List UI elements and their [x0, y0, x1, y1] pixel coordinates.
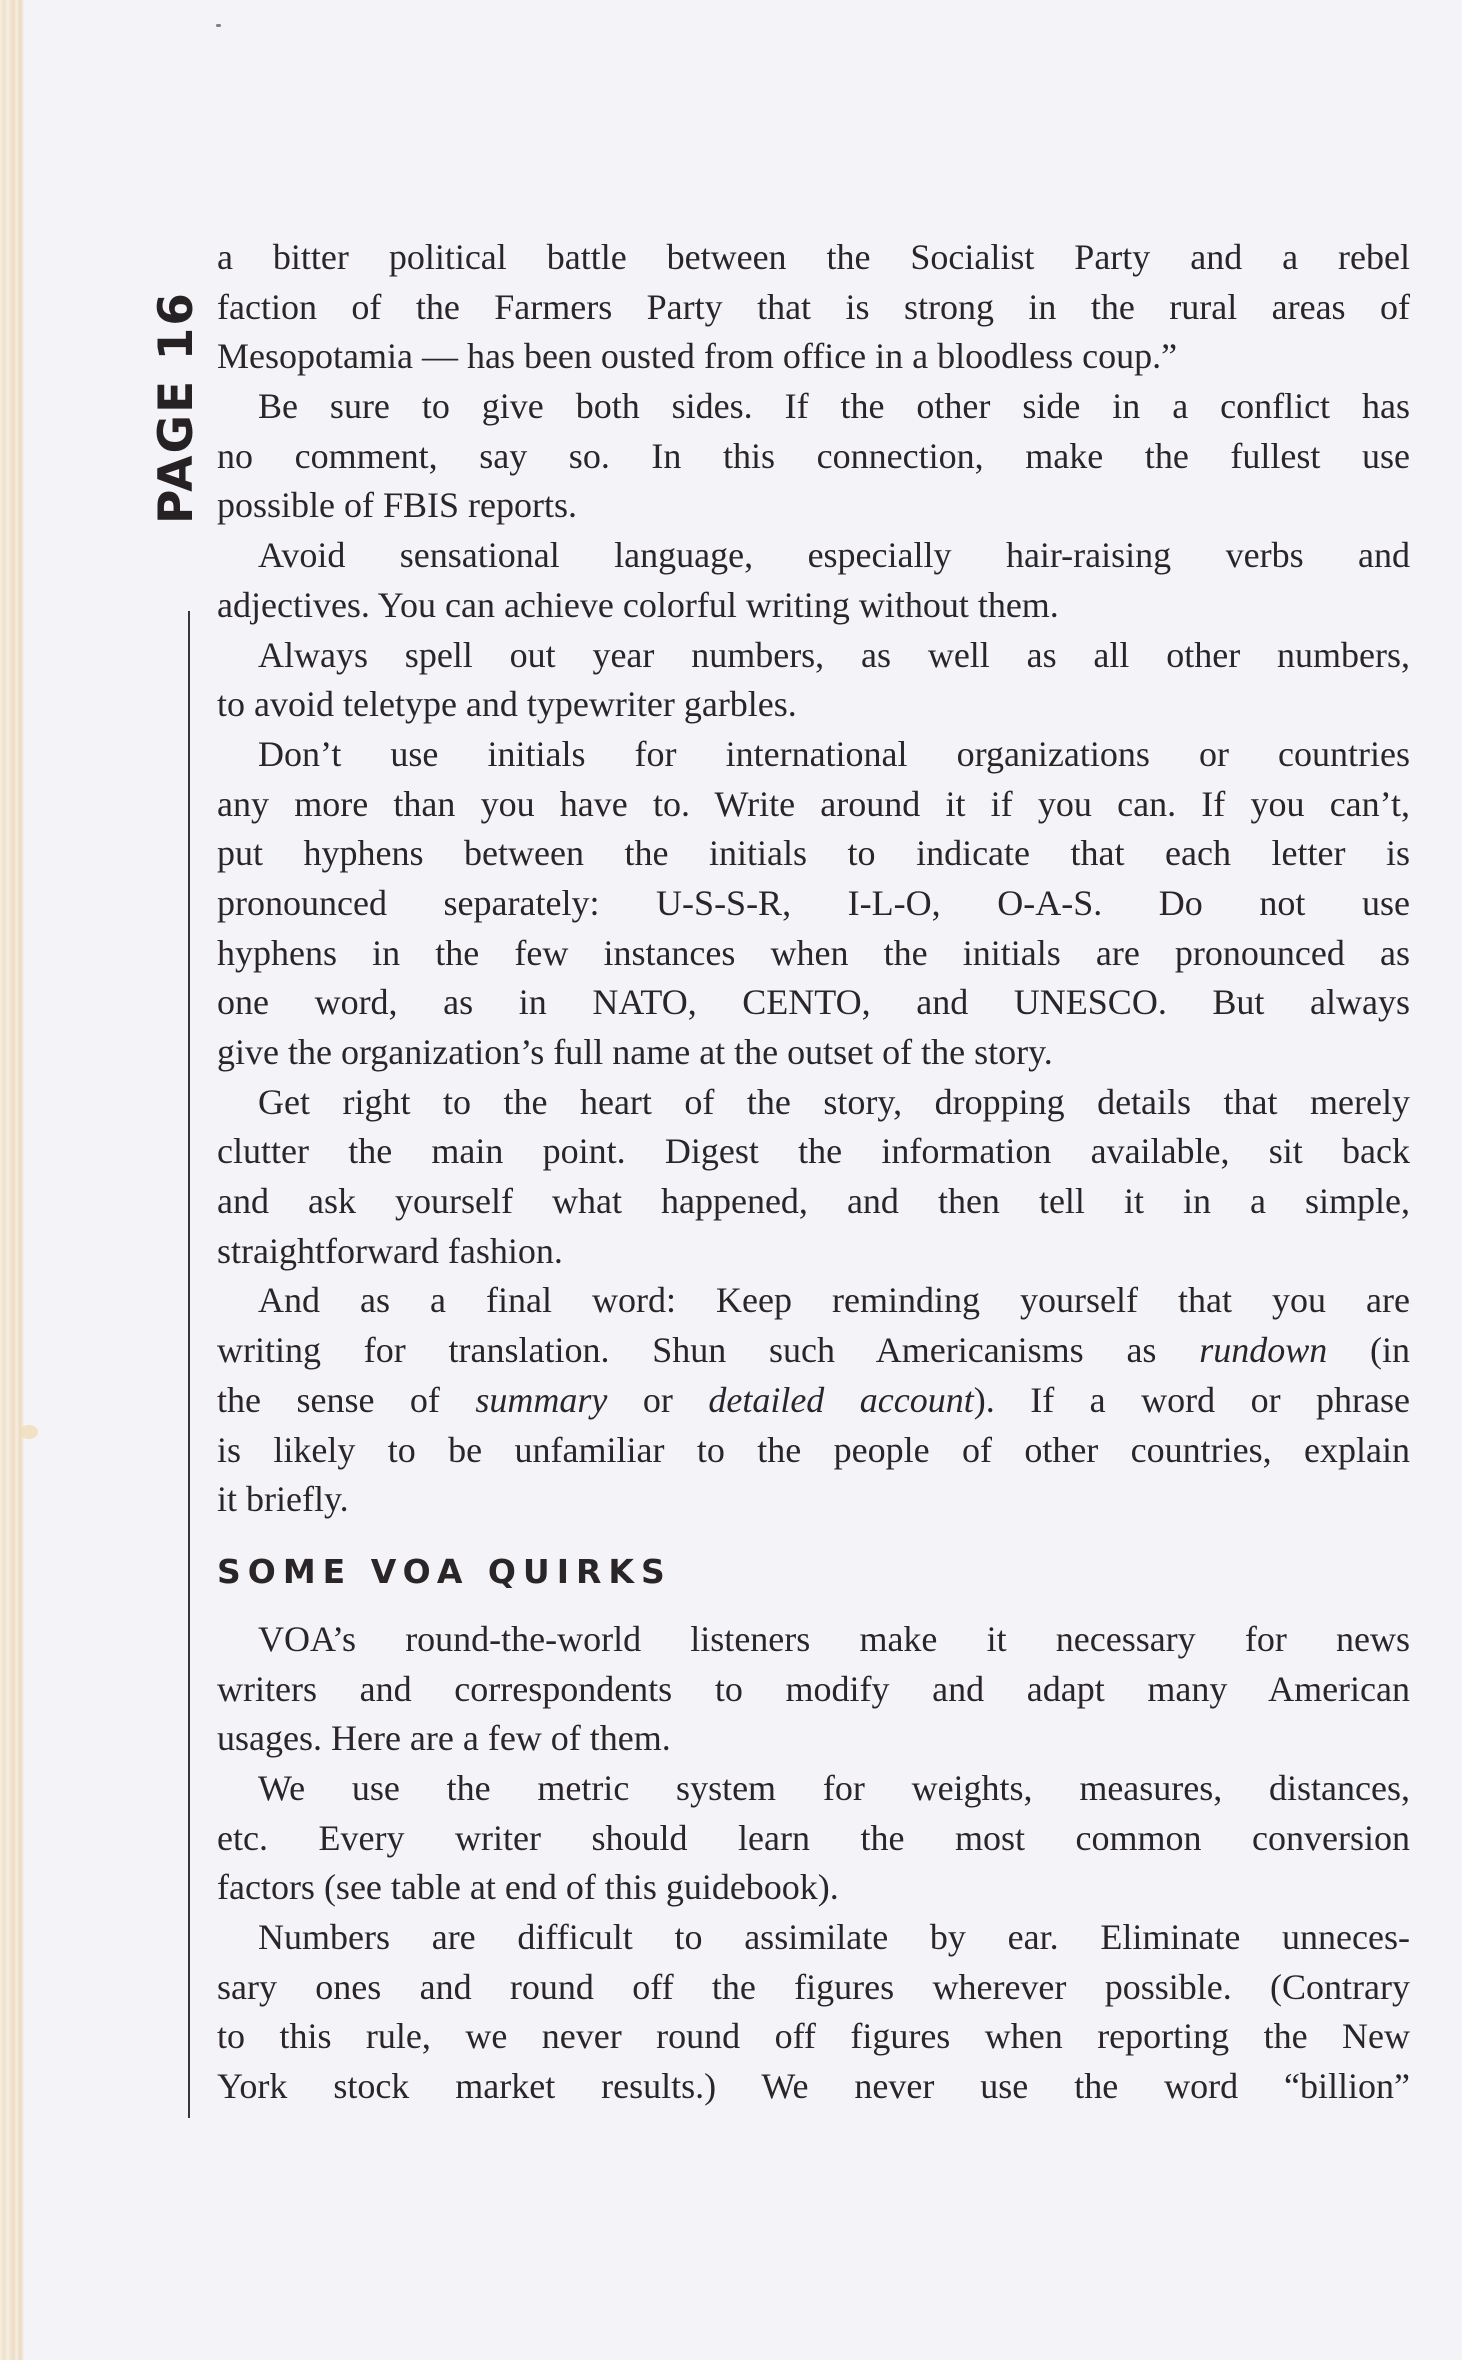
text-line: Numbers are difficult to assimilate by ear. Eliminate unneces- — [258, 1917, 1410, 1957]
text-line: to avoid teletype and typewriter garbles. — [217, 684, 797, 725]
paper-speck — [216, 24, 221, 27]
text-line: Always spell out year numbers, as well as all other numbers, — [258, 634, 1410, 675]
text-line: sary ones and round off the figures wherever possible. (Contrary — [217, 1966, 1410, 2007]
text-line: give the organization’s full name at the outset of the story. — [217, 1032, 1053, 1072]
text-line: writing for translation. Shun such Americanisms as rundown (in — [217, 1330, 1410, 1371]
paper-stain — [20, 1425, 38, 1439]
text-line: and ask yourself what happened, and then tell it in a simple, — [217, 1181, 1410, 1222]
paragraphs-after-heading — [217, 1615, 1410, 2112]
section-heading: SOME VOA QUIRKS — [217, 1551, 672, 1591]
page-number-label: PAGE 16 — [148, 290, 204, 524]
text-line: pronounced separately: U-S-S-R, I-L-O, O-A-S. Do not use — [217, 882, 1410, 923]
text-line: etc. Every writer should learn the most common conversion — [217, 1817, 1410, 1858]
text-line: put hyphens between the initials to indicate that each letter is — [217, 833, 1410, 874]
text-line: And as a final word: Keep reminding yourself that you are — [258, 1280, 1410, 1321]
text-line: one word, as in NATO, CENTO, and UNESCO. But always — [217, 982, 1410, 1023]
text-line: the sense of summary or detailed account). If a word or phrase — [217, 1379, 1410, 1420]
text-line: Be sure to give both sides. If the other side in a conflict has — [258, 386, 1410, 427]
text-line: Get right to the heart of the story, dropping details that merely — [258, 1081, 1410, 1122]
text-line: clutter the main point. Digest the information available, sit back — [217, 1131, 1410, 1172]
italic-term: summary — [475, 1379, 608, 1420]
text-line: adjectives. You can achieve colorful writing without them. — [217, 584, 1059, 625]
text-line: We use the metric system for weights, measures, distances, — [258, 1767, 1410, 1808]
italic-term: rundown — [1199, 1330, 1328, 1371]
text-line: faction of the Farmers Party that is strong in the rural areas of — [217, 286, 1410, 327]
text-line: to this rule, we never round off figures when reporting the New — [217, 2016, 1410, 2057]
page-number-tab — [148, 236, 204, 578]
text-line: Mesopotamia — has been ousted from office in a bloodless coup.” — [217, 336, 1178, 377]
text-line: York stock market results.) We never use the word “billion” — [217, 2066, 1410, 2107]
paragraph-end — [217, 1426, 1410, 1525]
paragraphs-before-heading — [217, 233, 1410, 1326]
text-line: VOA’s round-the-world listeners make it necessary for news — [258, 1618, 1410, 1659]
text-line: possible of FBIS reports. — [217, 485, 577, 526]
text-line: factors (see table at end of this guidebook). — [217, 1867, 839, 1908]
text-line: straightforward fashion. — [217, 1230, 563, 1271]
text-line: is likely to be unfamiliar to the people of other countries, explain — [217, 1429, 1410, 1470]
body-text — [217, 233, 1410, 2112]
text-line: a bitter political battle between the Socialist Party and a rebel — [217, 237, 1410, 277]
text-line: hyphens in the few instances when the initials are pronounced as — [217, 932, 1410, 973]
italic-term: detailed account — [708, 1379, 974, 1420]
text-line: it briefly. — [217, 1479, 349, 1520]
margin-rule — [188, 611, 190, 2118]
text-line: writers and correspondents to modify and adapt many American — [217, 1668, 1410, 1709]
text-line: usages. Here are a few of them. — [217, 1718, 671, 1759]
page-binding-edge — [0, 0, 24, 2360]
text-line: Don’t use initials for international organizations or countries — [258, 733, 1410, 774]
text-line: no comment, say so. In this connection, make the fullest use — [217, 435, 1410, 476]
text-line: Avoid sensational language, especially hair-raising verbs and — [258, 535, 1410, 576]
text-line: any more than you have to. Write around it if you can. If you can’t, — [217, 783, 1410, 824]
